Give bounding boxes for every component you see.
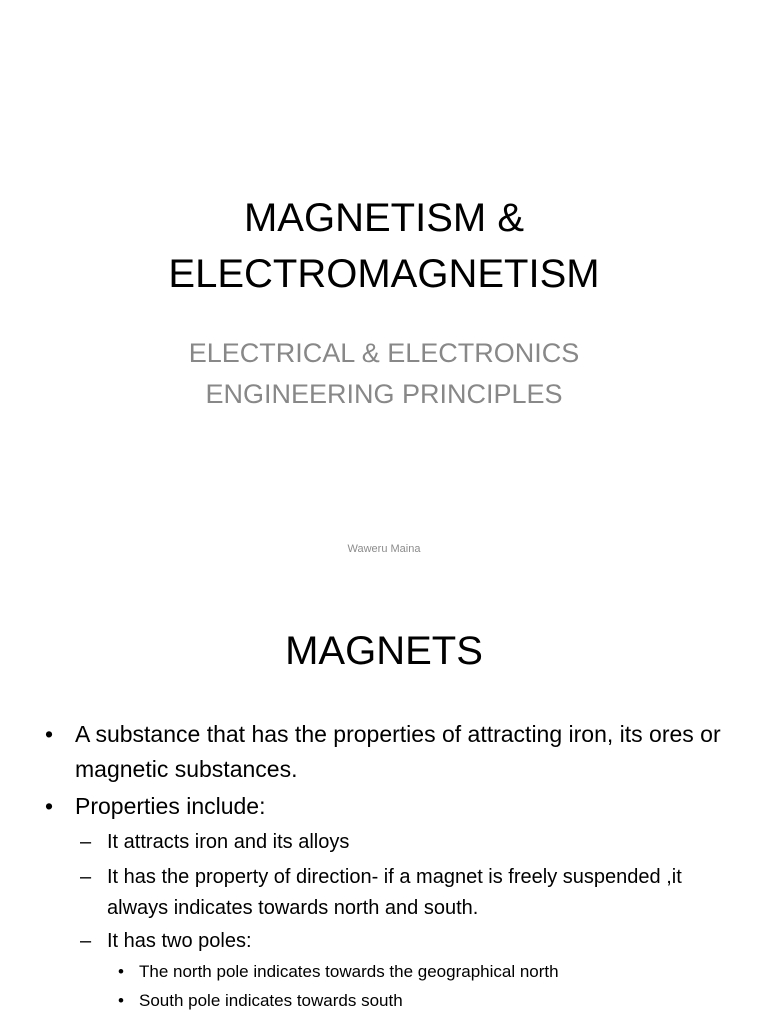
bullet-properties	[45, 789, 735, 824]
author-name: Waweru Maina	[347, 543, 421, 555]
sub-bullet-text: It has the property of direction- if a magnet is freely suspended ,it always indicates towards north and south.	[107, 866, 682, 919]
bullet-text: Properties include:	[75, 793, 266, 819]
bullet-marker: •	[45, 721, 54, 747]
dash-marker: –	[80, 831, 92, 853]
sub-bullet-poles	[80, 926, 730, 957]
bullet-marker: •	[45, 793, 54, 819]
presentation-subtitle	[0, 333, 768, 415]
dash-marker: –	[80, 930, 92, 952]
presentation-title	[0, 190, 768, 302]
sub-sub-bullet-south	[118, 986, 738, 1015]
bullet-definition	[45, 717, 735, 787]
sub-sub-bullet-text: South pole indicates towards south	[139, 991, 403, 1010]
bullet-text: A substance that has the properties of attracting iron, its ores or magnetic substances.	[75, 721, 721, 782]
sub-bullet-direction	[80, 862, 730, 924]
slide-2-title: MAGNETS	[285, 629, 483, 673]
bullet-marker: •	[118, 991, 124, 1010]
subtitle-line-2: ENGINEERING PRINCIPLES	[205, 379, 563, 409]
sub-sub-bullet-north	[118, 957, 738, 986]
sub-sub-bullet-text: The north pole indicates towards the geographical north	[139, 962, 559, 981]
sub-bullet-attracts	[80, 827, 730, 858]
sub-bullet-text: It attracts iron and its alloys	[107, 831, 350, 853]
bullet-marker: •	[118, 962, 124, 981]
subtitle-line-1: ELECTRICAL & ELECTRONICS	[188, 338, 580, 368]
title-line-2: ELECTROMAGNETISM	[168, 252, 600, 296]
title-line-1: MAGNETISM &	[243, 196, 525, 240]
dash-marker: –	[80, 866, 92, 888]
sub-bullet-text: It has two poles:	[107, 930, 252, 952]
